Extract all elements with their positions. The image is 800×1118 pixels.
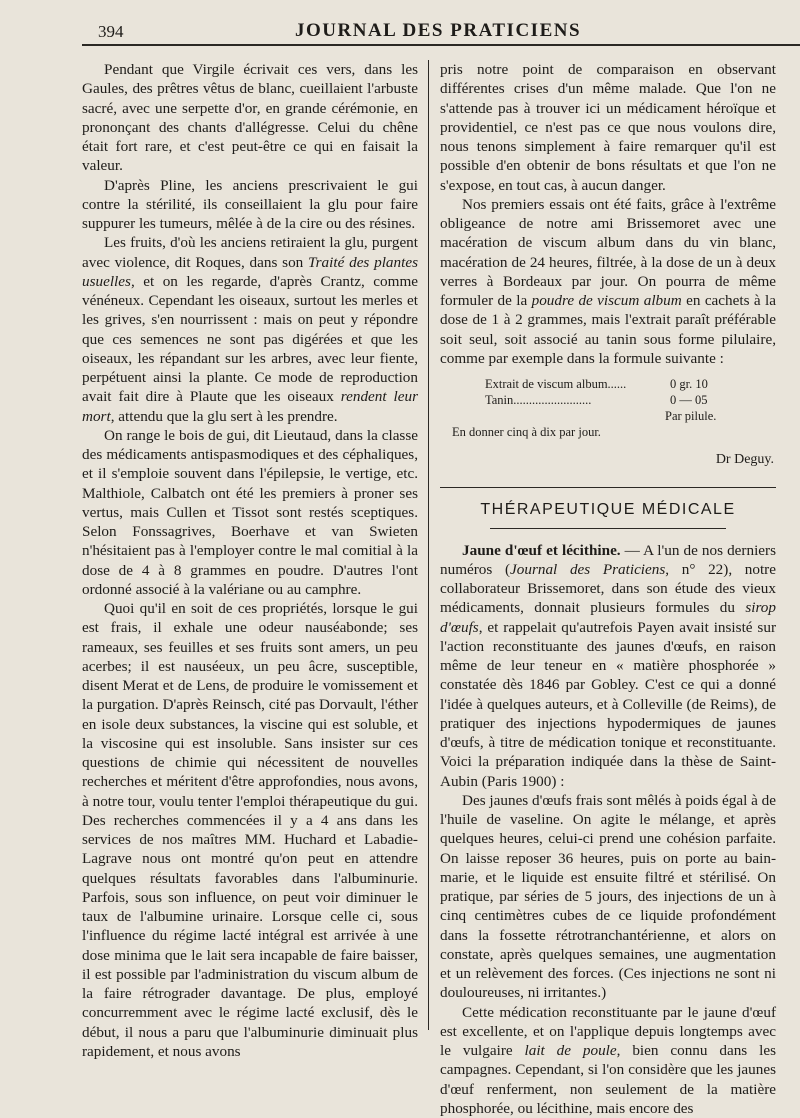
formula-ingredient: Tanin......................... xyxy=(485,392,591,408)
paragraph: pris notre point de comparaison en observant différentes crises d'un même malade. Que l'on ne s'attende pas à trouver ici un médicament héroïque et providentiel, ce n'est pas ce que nous voulons dire, nous tenons simplement à faire remarquer qu'il est possible d'en obtenir de bons résultats et que l'on ne s'expose, en tout cas, à aucun danger. xyxy=(440,60,776,195)
paragraph: D'après Pline, les anciens prescrivaient le gui contre la stérilité, ils conseillaient la glu pour faire suppurer les tumeurs, mêlée à de la cire ou des résines. xyxy=(82,176,418,234)
journal-title: JOURNAL DES PRATICIENS xyxy=(295,20,581,42)
paragraph: On range le bois de gui, dit Lieutaud, dans la classe des médicaments antispasmodiques et des céphaliques, et il s'emploie souvent dans l'épilepsie, le vertige, etc. Malthiole, Calbatch ont été les premiers à proner ses vertus, mais Cullen et Tissot sont restés sceptiques. Selon Fonssagrives, Boerhave et van Swieten n'hésitaient pas à l'employer contre le mal comitial à la dose de 4 à 8 grammes en poudre. D'autres l'ont ordonné associé à la valériane ou au camphre. xyxy=(82,426,418,599)
page-number: 394 xyxy=(98,22,124,42)
left-column xyxy=(82,60,418,1061)
book-title: Traité des plantes usuelles xyxy=(82,254,418,290)
author-signature: Dr Deguy. xyxy=(440,450,774,469)
paragraph: Pendant que Virgile écrivait ces vers, dans les Gaules, des prêtres vêtus de blanc, cueillaient l'arbuste sacré, avec une serpette d'or, en grande cérémonie, en prononçant des chants d'allégresse. Celui du chêne était fort rare, et c'est peut-être ce qui en faisait la valeur. xyxy=(82,60,418,176)
paragraph: Les fruits, d'où les anciens retiraient la glu, purgent avec violence, dit Roques, dans son Traité des plantes usuelles, et on les regarde, d'après Crantz, comme vénéneux. Cependant les oiseaux, surtout les merles et les grives, s'en nourrissent : mais on peut y répondre que ces semences ne sont pas digérées et que les oiseaux, les répandant sur les arbres, avec leur fiente, perpétuent ainsi la plante. Ce mode de reproduction avait fait dire à Plaute que les oiseaux rendent leur mort, attendu que la glu sert à les prendre. xyxy=(82,233,418,426)
article-lead: Jaune d'œuf et lécithine. xyxy=(462,542,621,559)
right-column xyxy=(440,60,776,1118)
journal-reference: Journal des Praticiens xyxy=(510,561,665,578)
paragraph: Nos premiers essais ont été faits, grâce à l'extrême obligeance de notre ami Brissemoret avec une macération de viscum album dans du vin blanc, macération de 24 heures, filtrée, à la dose de un à deux verres à Bordeaux par jour. On pourra de même formuler de la poudre de viscum album en cachets à la dose de 1 à 2 grammes, mais l'extrait paraît préférable soit seul, soit associé au tanin sous forme pilulaire, comme par exemple dans la formule suivante : xyxy=(440,195,776,368)
formula-dosage: En donner cinq à dix par jour. xyxy=(452,424,601,440)
page-header xyxy=(80,14,800,44)
column-divider xyxy=(428,60,429,1030)
paragraph: Cette médication reconstituante par le jaune d'œuf est excellente, et on l'applique depuis longtemps avec le vulgaire lait de poule, bien connu dans les campagnes. Cependant, si l'on considère que les jaunes d'œuf renferment, non seulement de la matière phosphorée, ou lécithine, mais encore des xyxy=(440,1003,776,1118)
section-title: THÉRAPEUTIQUE MÉDICALE xyxy=(440,487,776,519)
formula-note: Par pilule. xyxy=(665,408,716,424)
header-rule xyxy=(82,44,800,46)
section-rule xyxy=(490,528,725,529)
paragraph: Jaune d'œuf et lécithine. — A l'un de nos derniers numéros (Journal des Praticiens, n° 22), notre collaborateur Brissemoret, dans son étude des vieux médicaments, donnait plusieurs formules du sirop d'œufs, et rappelait qu'autrefois Payen avait insisté sur l'action reconstituante des jaunes d'œufs, en raison même de leur teneur en « matière phosphorée » constatée dès 1846 par Gobley. C'est ce qui a donné l'idée à quelques auteurs, et à Colleville (de Reims), de pratiquer des injections hypodermiques de jaunes d'œufs, à titre de médication tonique et reconstituante. Voici la préparation indiquée dans la thèse de Saint-Aubin (Paris 1900) : xyxy=(440,541,776,791)
formula-dose: 0 — 05 xyxy=(670,392,708,408)
paragraph: Des jaunes d'œufs frais sont mêlés à poids égal à de l'huile de vaseline. On agite le mélange, et après quelques heures, celui-ci prend une cohésion parfaite. On laisse reposer 36 heures, puis on porte au bain-marie, et le liquide est ensuite filtré et stérilisé. On pratique, par séries de 5 jours, des injections de un à cinq centimètres cubes de ce liquide profondément dans la fossette rétrotranchantérienne, et alors on constate, après quelques semaines, une augmentation et un relèvement des forces. (Ces injections ne sont ni douloureuses, ni irritantes.) xyxy=(440,791,776,1003)
emphasis-text: lait de poule xyxy=(525,1042,617,1059)
formula-dose: 0 gr. 10 xyxy=(670,376,708,392)
prescription-formula xyxy=(440,376,776,440)
emphasis-text: sirop d'œufs xyxy=(440,599,776,635)
emphasis-text: poudre de viscum album xyxy=(532,292,682,309)
formula-ingredient: Extrait de viscum album...... xyxy=(485,376,626,392)
emphasis-text: rendent leur mort xyxy=(82,388,418,424)
paragraph: Quoi qu'il en soit de ces propriétés, lorsque le gui est frais, il exhale une odeur nauséabonde; ses rameaux, ses feuilles et ses fruits sont amers, un peu acerbes; il est nauséeux, un peu âcre, susceptible, disent Merat et de Lens, de produire le vomissement et la purgation. D'après Reinsch, cité pas Dorvault, l'éther en isole deux substances, la viscine qui est soluble, et la viscosine qui est insoluble. Sans insister sur ces questions de chimie qui nécessitent de nouvelles recherches et méritent d'être approfondies, nous avons, à notre tour, voulu tenter l'emploi thérapeutique du gui. Des recherches commencées il y a 4 ans dans les services de nos maîtres MM. Huchard et Labadie-Lagrave nous ont montré qu'on peut en attendre quelques résultats favorables dans l'albuminurie. Parfois, sous son influence, on peut voir diminuer le taux de l'albumine urinaire. Lorsque celle ci, sous l'influence du régime lacté intégral est arrivée à une dose minima que le lait sera incapable de faire baisser, il est possible par l'administration du viscum album de la faire rétrograder davantage. De plus, employé concurremment avec le régime lacté exclusif, dès le début, il nous a paru que l'albuminurie diminuait plus rapidement, et nous avons xyxy=(82,599,418,1061)
